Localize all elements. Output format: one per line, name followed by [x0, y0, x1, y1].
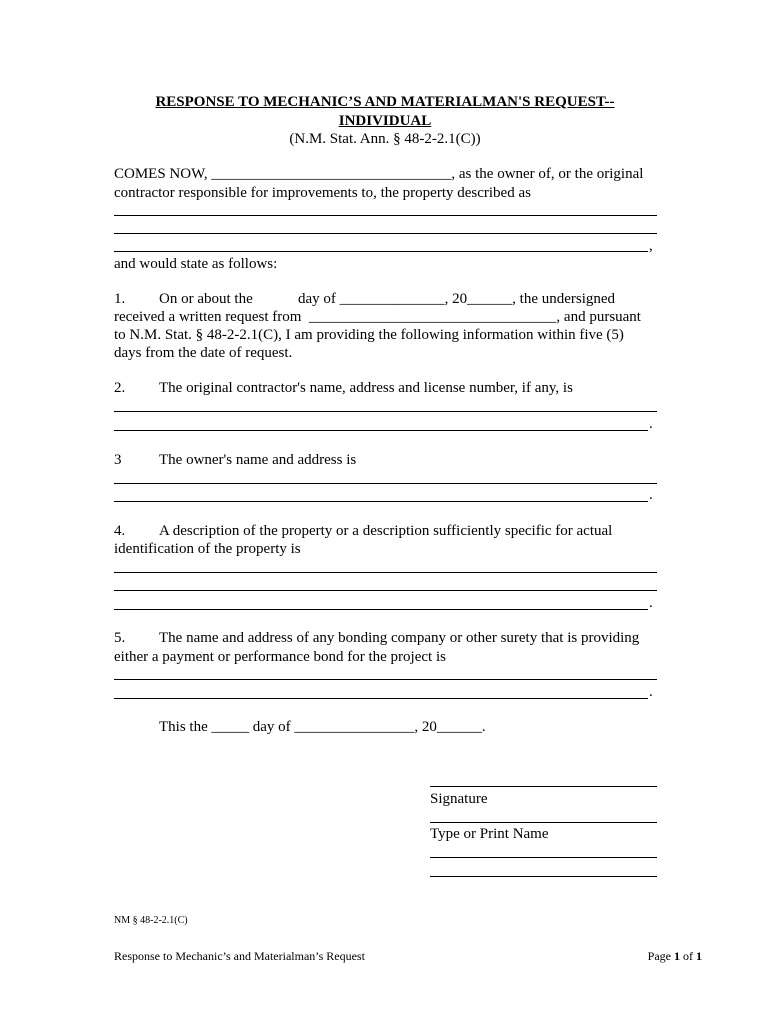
- section-5-line-2: either a payment or performance bond for the project is: [114, 649, 446, 665]
- section-5-answer-line-2: [114, 698, 648, 699]
- section-2-answer-line-2: [114, 430, 648, 431]
- section-3-period: .: [649, 487, 653, 503]
- section-4-line-1: A description of the property or a description sufficiently specific for actual: [159, 523, 613, 539]
- signature-label: Signature: [430, 791, 488, 807]
- statute-citation: (N.M. Stat. Ann. § 48-2-2.1(C)): [289, 131, 481, 147]
- property-description-line-3: [114, 251, 648, 252]
- property-description-line-2: [114, 233, 657, 234]
- section-3-answer-line-1: [114, 483, 657, 484]
- intro-comma: ,: [649, 238, 653, 254]
- section-2-answer-line-1: [114, 411, 657, 412]
- signature-line: [430, 786, 657, 787]
- section-1-line-1b: day of ______________, 20______, the undersigned: [298, 291, 616, 307]
- section-1-line-1a: On or about the: [159, 291, 253, 307]
- section-2-period: .: [649, 416, 653, 432]
- date-line: This the _____ day of ________________, 20______.: [159, 719, 486, 735]
- section-4-line-2: identification of the property is: [114, 541, 301, 557]
- section-1-line-2: received a written request from _________________________________, and pursuant: [114, 309, 641, 325]
- section-5-answer-line-1: [114, 679, 657, 680]
- section-1-line-3: to N.M. Stat. § 48-2-2.1(C), I am providing the following information within five (5): [114, 327, 624, 343]
- section-5-line-1: The name and address of any bonding company or other surety that is providing: [159, 630, 640, 646]
- extra-line-1: [430, 857, 657, 858]
- title-line-2: INDIVIDUAL: [338, 113, 432, 129]
- intro-line-2: contractor responsible for improvements to, the property described as: [114, 185, 531, 201]
- section-4-period: .: [649, 595, 653, 611]
- section-2-number: 2.: [114, 380, 126, 396]
- section-4-answer-line-3: [114, 609, 648, 610]
- section-4-answer-line-2: [114, 590, 657, 591]
- page-total: 1: [696, 949, 702, 963]
- section-4-number: 4.: [114, 523, 126, 539]
- section-5-period: .: [649, 684, 653, 700]
- page-word: Page: [647, 949, 671, 963]
- section-3-number: 3: [114, 452, 122, 468]
- section-3-text: The owner's name and address is: [159, 452, 357, 468]
- title-line-1: RESPONSE TO MECHANIC’S AND MATERIALMAN'S REQUEST--: [155, 94, 615, 110]
- section-3-answer-line-2: [114, 501, 648, 502]
- footer-title: Response to Mechanic’s and Materialman’s Request: [114, 949, 365, 963]
- page-current: 1: [674, 949, 680, 963]
- footer-statute: NM § 48-2-2.1(C): [114, 915, 188, 926]
- print-name-line: [430, 822, 657, 823]
- extra-line-2: [430, 876, 657, 877]
- property-description-line-1: [114, 215, 657, 216]
- intro-line-1: COMES NOW, ________________________________, as the owner of, or the original: [114, 166, 644, 182]
- page-number: [648, 949, 702, 964]
- intro-state-line: and would state as follows:: [114, 256, 278, 272]
- print-name-label: Type or Print Name: [430, 826, 549, 842]
- section-4-answer-line-1: [114, 572, 657, 573]
- section-2-text: The original contractor's name, address and license number, if any, is: [159, 380, 573, 396]
- section-1-line-4: days from the date of request.: [114, 345, 293, 361]
- section-1-number: 1.: [114, 291, 126, 307]
- section-5-number: 5.: [114, 630, 126, 646]
- of-word: of: [683, 949, 693, 963]
